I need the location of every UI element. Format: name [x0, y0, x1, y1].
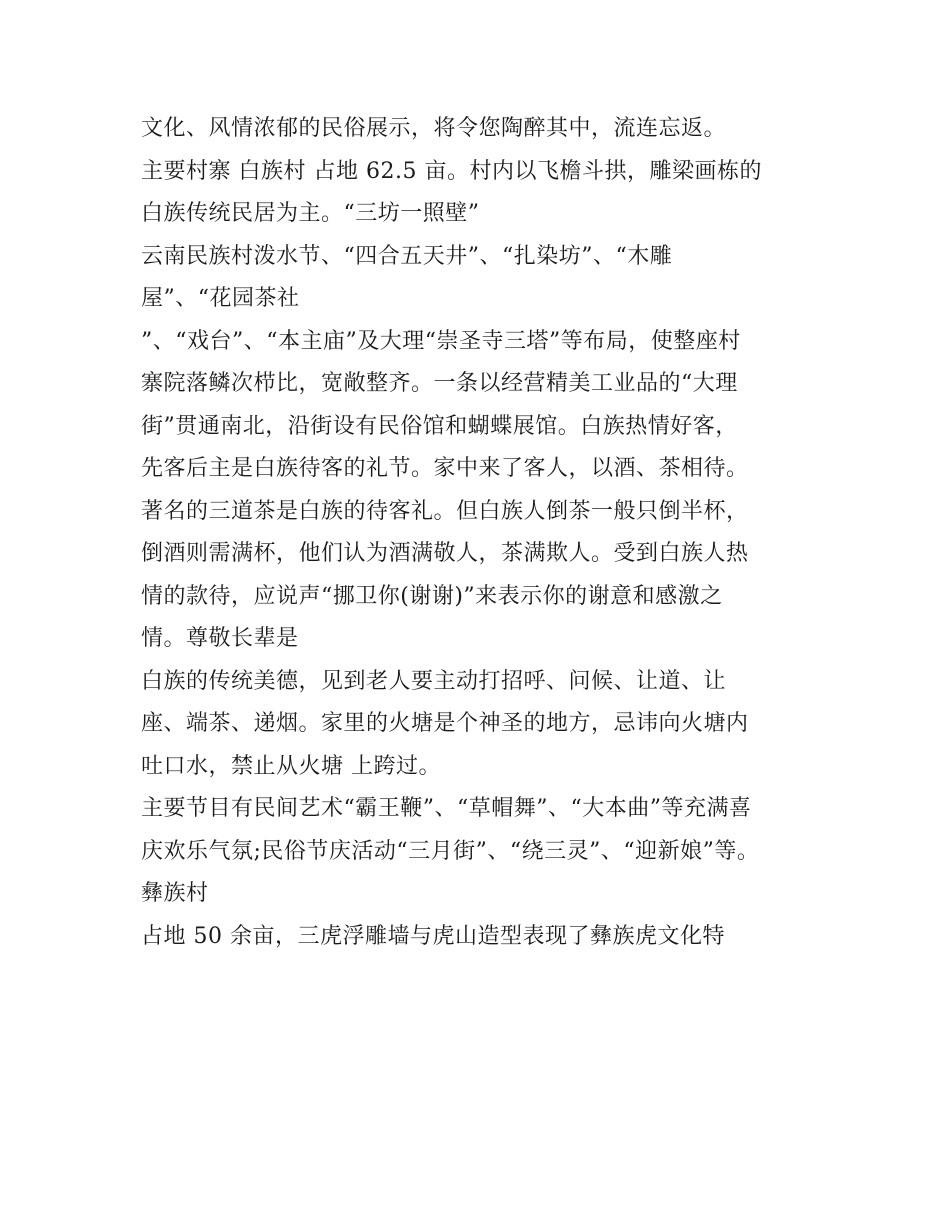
text-line: 主要村寨 白族村 占地 62.5 亩。村内以飞檐斗拱，雕梁画栋的 [141, 158, 762, 184]
text-line: 座、端茶、递烟。家里的火塘是个神圣的地方，忌讳向火塘内 [141, 711, 749, 736]
text-line: 庆欢乐气氛;民俗节庆活动“三月街”、“绕三灵”、“迎新娘”等。 [141, 838, 760, 864]
text-line: 白族的传统美德，见到老人要主动打招呼、问候、让道、让 [141, 668, 727, 694]
text-line: 寨院落鳞次栉比，宽敞整齐。一条以经营精美工业品的“大理 [141, 371, 738, 396]
text-line: 吐口水，禁止从火塘 上跨过。 [141, 753, 441, 779]
text-line: 占地 50 余亩，三虎浮雕墙与虎山造型表现了彝族虎文化特 [141, 923, 725, 949]
text-line: 倒酒则需满杯，他们认为酒满敬人，茶满欺人。受到白族人热 [141, 541, 749, 566]
text-line: 主要节目有民间艺术“霸王鞭”、“草帽舞”、“大本曲”等充满喜 [141, 796, 752, 821]
text-line: 街”贯通南北，沿街设有民俗馆和蝴蝶展馆。白族热情好客， [141, 413, 738, 439]
text-line: 先客后主是白族待客的礼节。家中来了客人，以酒、茶相待。 [141, 456, 749, 481]
text-line: 白族传统民居为主。“三坊一照壁” [141, 201, 480, 226]
text-line: 云南民族村泼水节、“四合五天井”、“扎染坊”、“木雕 [141, 243, 673, 269]
text-line: 情。尊敬长辈是 [141, 626, 299, 651]
text-line: 屋”、“花园茶社 [141, 286, 300, 311]
text-line: ”、“戏台”、“本主庙”及大理“崇圣寺三塔”等布局，使整座村 [141, 328, 741, 354]
body-text [141, 108, 831, 958]
section-heading: 彝族村 [141, 881, 209, 906]
text-line: 文化、风情浓郁的民俗展示，将令您陶醉其中，流连忘返。 [141, 116, 727, 141]
text-line: 情的款待，应说声“挪卫你(谢谢)”来表示你的谢意和感激之 [141, 583, 723, 609]
text-line: 著名的三道茶是白族的待客礼。但白族人倒茶一般只倒半杯， [141, 498, 749, 524]
